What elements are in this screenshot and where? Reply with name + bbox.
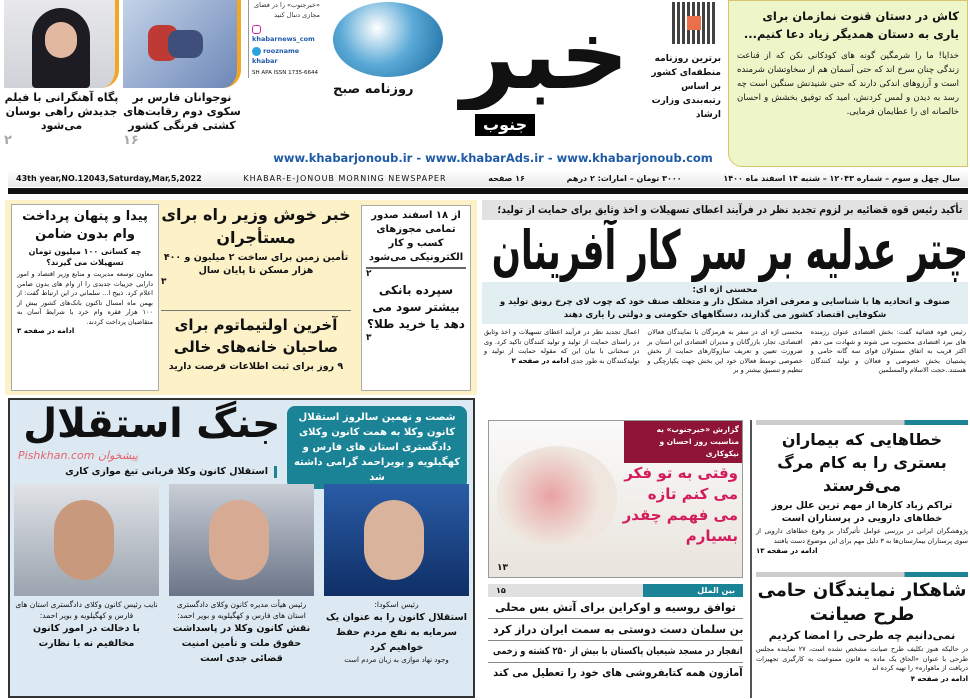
lead-column: محسنی اژه ای در سفر به هرمزگان با نمایندگان فعالان اقتصادی، تجار، بازرگانان و مدیران اقتصادی این استان بر ضرورت تعیین و تعریف سازوکارهای حمایت از بخش خصوصی توسط فعالان خود این بخش جهت یکپارچگی و تنظیم و تنسیق بیشتر و بر <box>647 328 803 374</box>
divider-bar <box>8 188 968 194</box>
story-body: در حالیکه هنوز تکلیف طرح صیانت مشخص نشده است، ۲۷ نماینده مجلس طرحی با عنوان «الحاق یک ماده به قانون ممنوعیت به کارگیری تجهیزات دریافت از ماهواره» را تهیه کرده اند <box>756 645 968 672</box>
qr-code[interactable] <box>672 2 716 44</box>
story-page: ۳ <box>161 277 167 287</box>
issue-info-en: 43th year,NO.12043,Saturday,Mar,5,2022 <box>16 174 202 183</box>
instagram-icon <box>252 25 261 34</box>
story-title: آخرین اولتیماتوم برای صاحبان خانه‌های خالی <box>173 316 339 356</box>
person-role: نایب رئیس کانون وکلای دادگستری استان های فارس و کهگیلویه و بویر احمد: <box>15 600 158 620</box>
teaser-title: نوجوانان فارس بر سکوی دوم رقابت‌های کشتی فرنگی کشور <box>123 91 241 132</box>
quote-body: خدایا! ما را شرمگین گونه های کودکانی نکن که از قناعت زندگی چنان سرخ اند که حتی آسمان هم از سخاوتشان شرمنده است و آرزوهای اندکی دارند که حتی شنیدنش سنگین است چه رسد به دیدن و لمس کردنش، امید که توفیق بخشش و احسان خالصانه ای را عطایمان فرمایی. <box>737 51 959 117</box>
lawyers-section <box>8 398 475 698</box>
lawyers-headline[interactable]: جنگ استقلال <box>22 401 280 447</box>
story-empty-houses[interactable] <box>161 314 351 373</box>
economy-box <box>5 200 477 395</box>
story-title: خطاهایی که بیماران بستری را به کام مرگ می‌فرستد <box>777 430 947 495</box>
person-photo <box>14 484 159 596</box>
cartoon-label: گزارش «خبرجنوب» به مناسبت روز احسان و نیکوکاری <box>624 421 742 463</box>
story-subtitle: نمی‌دانیم چه طرحی را امضا کردیم <box>768 629 956 642</box>
continued-link[interactable]: ادامه در صفحه ۳ <box>17 327 75 335</box>
story-subtitle: چه کسانی ۱۰۰ میلیون تومان تسهیلات می گیرند؟ <box>28 247 142 267</box>
info-bar <box>8 170 968 187</box>
social-block <box>248 0 320 78</box>
person-photo <box>169 484 314 596</box>
person-quote: با دخالت در امور کانون مخالفیم نه با نظارت <box>33 623 140 649</box>
telegram-link[interactable]: roozname khabar <box>252 47 300 65</box>
teaser-page: ۲ <box>4 133 12 148</box>
lead-column: رئیس قوه قضائیه گفت: بخش اقتصادی عنوان رزمنده های نبرد اقتصادی محسوب می شوند و شهادت می دهم اکثر قریب به اتفاق مسئولان قوای سه گانه حامی و پشتیبان بخش خصوصی و فعالان و تولید کنندگان هستند..حجت الاسلام والمسلمین <box>810 328 966 374</box>
continued-link[interactable]: ادامه در صفحه ۴ <box>910 674 968 683</box>
story-title: سپرده بانکی بیشتر سود می دهد یا خرید طلا؟ <box>367 283 465 331</box>
person-quote: استقلال کانون را به عنوان یک سرمایه به نفع مردم حفظ خواهیم کرد <box>325 612 468 653</box>
teaser-title: پگاه آهنگرانی با فیلم جدیدش راهی بوسان می‌شود <box>4 91 119 132</box>
divider <box>161 310 351 311</box>
follow-text: «خبرجنوب» را در فضای مجازی دنبال کنید <box>254 1 320 19</box>
continued-link[interactable]: ادامه در صفحه ۲ <box>511 356 569 365</box>
cartoon-page: ۱۳ <box>497 563 508 573</box>
health-story[interactable] <box>756 420 968 556</box>
teaser-page: ۱۶ <box>123 133 139 148</box>
quote-speaker: محسنی اژه ای: <box>692 285 758 295</box>
wrestling-photo <box>123 0 241 88</box>
telegram-icon <box>252 47 261 56</box>
person-note: وجود نهاد موازی به زیان مردم است <box>344 656 449 664</box>
lead-headline: چتر عدلیه بر سر کار آفرینان <box>491 220 968 282</box>
logo-tagline: روزنامه صبح <box>333 82 414 97</box>
cartoon-story[interactable] <box>488 420 743 578</box>
lead-quote: صنوف و اتحادیه ها با شناسایی و معرفی افراد مشکل دار و متخلف صنف خود که چوب لای چرخ رونق تولید و شکوفایی اقتصاد کشور می گذارند، دستگاههای حکومتی و دولتی را یاری دهند <box>499 297 951 320</box>
lead-column: اعمال تجدید نظر در فرآیند اعطای تسهیلات و اخذ وثایق در راستای حمایت از تولید و تولید کنندگان تاکید کرد. وی در سخنانی با بیان این که مقوله حمایت از تولید و تولیدکنندگان به طور جدی ادامه در صفحه ۲ <box>484 328 640 365</box>
person-role: رئیس اسکودا: <box>374 600 419 609</box>
watermark: Pishkhan.com پیشخوان <box>18 449 139 462</box>
mps-story[interactable] <box>756 572 968 684</box>
story-page: ۳ <box>366 333 372 343</box>
story-subtitle: تراکم زیاد کارها از مهم ترین علل بروز خطاهای دارویی در پرستاران است <box>771 500 953 524</box>
heart-illustration <box>497 446 617 546</box>
cartoon-title: وقتی به تو فکر می کنم تازه می فهمم چقدر بسیارم <box>622 464 738 545</box>
column-divider <box>750 420 752 698</box>
intl-item[interactable]: بن سلمان دست دوستی به سمت ایران دراز کرد <box>488 619 743 641</box>
person-role: رئیس هیأت مدیره کانون وکلای دادگستری استان های فارس و کهگیلویه و بویر احمد: <box>176 600 307 620</box>
lead-story[interactable] <box>482 200 968 414</box>
person-card[interactable] <box>169 484 314 666</box>
globe-icon <box>333 2 443 77</box>
actress-photo <box>4 0 119 88</box>
intl-item[interactable]: آمازون همه کتابفروشی های خود را تعطیل می کند <box>493 667 743 679</box>
quote-title: کاش در دستان قنوت نمازمان برای یاری به دستان همدیگر زیاد دعا کنیم... <box>743 9 959 41</box>
section-label: بین الملل <box>643 584 743 597</box>
story-title: شاهکار نمایندگان حامی طرح صیانت <box>757 580 967 625</box>
story-subtitle: تأمین زمین برای ساخت ۲ میلیون و ۴۰۰ هزار مسکن تا پایان سال <box>163 252 349 276</box>
quote-box <box>728 0 968 167</box>
story-body: پژوهشگران ایرانی در بررسی عوامل تأثیرگذار بر وقوع خطاهای دارویی از سوی پرستاران بیمارستان‌ها به ۳ دلیل مهم برای این موضوع دست یافتند <box>756 527 968 545</box>
paper-name-en: KHABAR-E-JONOUB MORNING NEWSPAPER <box>243 174 447 183</box>
international-section <box>488 584 743 700</box>
teaser-wrestling[interactable] <box>123 0 241 166</box>
logo-text: خبر <box>460 0 630 110</box>
story-title: از ۱۸ اسفند صدور تمامی مجوزهای کسب و کار الکترونیکی می‌شود <box>366 209 466 269</box>
logo-subtext: جنوب <box>475 114 535 136</box>
story-page: ۲ <box>366 269 372 279</box>
story-body: معاون توسعه مدیریت و منابع وزیر اقتصاد و امور دارایی جزییات جدیدی را از وام های بدون ضامن اعلام کرد. ذبیح ا... سلماني در این ارتباط گفت: از بهمن ماه امسال تاکنون بانک‌های کشور بیش از ۱۰۰ هزار فقره وام خرد با شرایط آسان به متقاضیان پرداخت کردند. <box>17 270 153 326</box>
story-licenses[interactable] <box>361 205 471 391</box>
teaser-actress[interactable] <box>4 0 119 166</box>
story-tenants[interactable] <box>161 203 351 288</box>
story-title: پیدا و پنهان پرداخت وام بدون ضامن <box>22 209 148 242</box>
lead-quote-box <box>482 282 968 324</box>
price: ۳۰۰۰ تومان – امارات: ۲ درهم <box>566 174 682 183</box>
instagram-link[interactable]: khabarnews_com <box>252 35 315 43</box>
intl-item[interactable]: انفجار در مسجد شیعیان پاکستان با بیش از ۲۵۰ کشته و زخمی <box>488 641 743 663</box>
person-photo <box>324 484 469 596</box>
issn: SH APA ISSN 1735-6644 <box>252 70 319 76</box>
lawyers-subtitle: استقلال کانون وکلا قربانی تیغ موازی کاری <box>65 466 277 478</box>
ranking-text: برترین روزنامه منطقه‌ای کشور بر اساس رتبه‌بندی وزارت ارشاد <box>651 54 721 120</box>
issue-date: سال چهل و سوم – شماره ۱۲۰۴۳ – شنبه ۱۴ اسفند ماه ۱۴۰۰ <box>723 174 960 183</box>
people-row <box>14 484 469 666</box>
story-loans[interactable] <box>11 204 159 391</box>
continued-link[interactable]: ادامه در صفحه ۱۳ <box>756 547 818 555</box>
page-count: ۱۶ صفحه <box>488 174 525 183</box>
section-page: ۱۵ <box>496 586 506 595</box>
intl-item[interactable]: توافق روسیه و اوکراین برای آتش بس محلی <box>488 597 743 619</box>
website-urls[interactable]: www.khabarjonoub.ir - www.khabarAds.ir - www.khabarjonoub.com <box>273 151 713 165</box>
lawyers-box: شصت و نهمین سالروز استقلال کانون وکلا به همت کانون وکلای دادگستری استان های فارس و کهگیلویه و بویراحمد گرامی داشته شد <box>287 406 467 489</box>
lead-kicker: تأکید رئیس قوه قضائیه بر لزوم تجدید نظر در فرآیند اعطای تسهیلات و اخذ وثایق برای حمایت از تولید؛ <box>482 200 968 220</box>
story-subtitle: ۹ روز برای ثبت اطلاعات فرصت دارید <box>168 361 344 372</box>
person-card[interactable] <box>14 484 159 666</box>
masthead-logo[interactable] <box>325 0 640 148</box>
person-quote: نقش کانون وکلا در پاسداشت حقوق ملت و تأمین امنیت قضائی جدی است <box>172 623 311 664</box>
person-card[interactable] <box>324 484 469 666</box>
story-title: خبر خوش وزیر راه برای مستأجران <box>161 205 351 247</box>
